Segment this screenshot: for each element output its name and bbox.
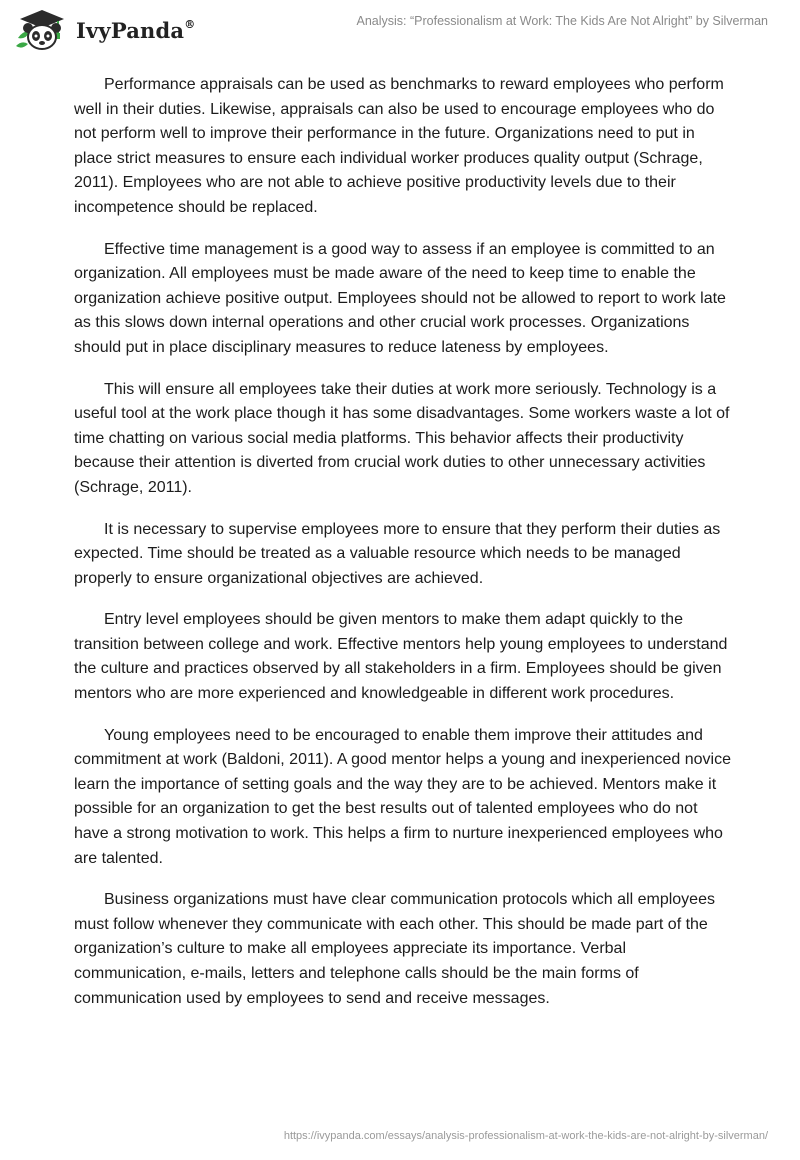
paragraph: Entry level employees should be given mentors to make them adapt quickly to the transition between college and work. Effective mentors help young employees to understand the culture and practices observed by all stakeholders in a firm. Employees should be given mentors who are more experienced and knowledgeable in different work procedures.: [74, 611, 728, 703]
source-url[interactable]: https://ivypanda.com/essays/analysis-professionalism-at-work-the-kids-are-not-alright-by-silverman/: [283, 1130, 768, 1142]
panda-graduation-icon: [14, 8, 70, 52]
logo-wordmark: IvyPanda®: [76, 17, 196, 43]
ivypanda-logo[interactable]: [14, 8, 195, 52]
paragraph: Performance appraisals can be used as benchmarks to reward employees who perform well in their duties. Likewise, appraisals can also be used to encourage employees who do not perform well to improve their performance in the future. Organizations need to put in place strict measures to ensure each individual worker produces quality output (Schrage, 2011). Employees who are not able to achieve positive productivity levels due to their incompetence should be replaced.: [74, 76, 724, 216]
paragraph: Effective time management is a good way to assess if an employee is committed to an organization. All employees must be made aware of the need to keep time to enable the organization achieve positive output. Employees should not be allowed to report to work late as this slows down internal operations and other crucial work processes. Organizations should put in place disciplinary measures to reduce lateness by employees.: [74, 240, 726, 356]
document-title: Analysis: “Professionalism at Work: The Kids Are Not Alright” by Silverman: [356, 14, 768, 28]
essay-body: [74, 73, 734, 1028]
page-header: [0, 0, 800, 60]
paragraph: Business organizations must have clear communication protocols which all employees must follow whenever they communicate with each other. This should be made part of the organization’s culture to make all employees appreciate its importance. Verbal communication, e-mails, letters and telephone calls should be the main forms of communication used by employees to send and receive messages.: [74, 891, 715, 1007]
paragraph: This will ensure all employees take their duties at work more seriously. Technology is a useful tool at the work place though it has some disadvantages. Some workers waste a lot of time chatting on various social media platforms. This behavior affects their productivity because their attention is diverted from crucial work duties to other unnecessary activities (Schrage, 2011).: [74, 380, 730, 496]
paragraph: It is necessary to supervise employees more to ensure that they perform their duties as expected. Time should be treated as a valuable resource which needs to be managed properly to ensure organizational objectives are achieved.: [74, 520, 721, 587]
paragraph: Young employees need to be encouraged to enable them improve their attitudes and commitment at work (Baldoni, 2011). A good mentor helps a young and inexperienced novice learn the importance of setting goals and the way they are to be achieved. Mentors make it possible for an organization to get the best results out of talented employees who do not have a strong motivation to work. This helps a firm to nurture inexperienced employees who are talented.: [74, 726, 731, 867]
